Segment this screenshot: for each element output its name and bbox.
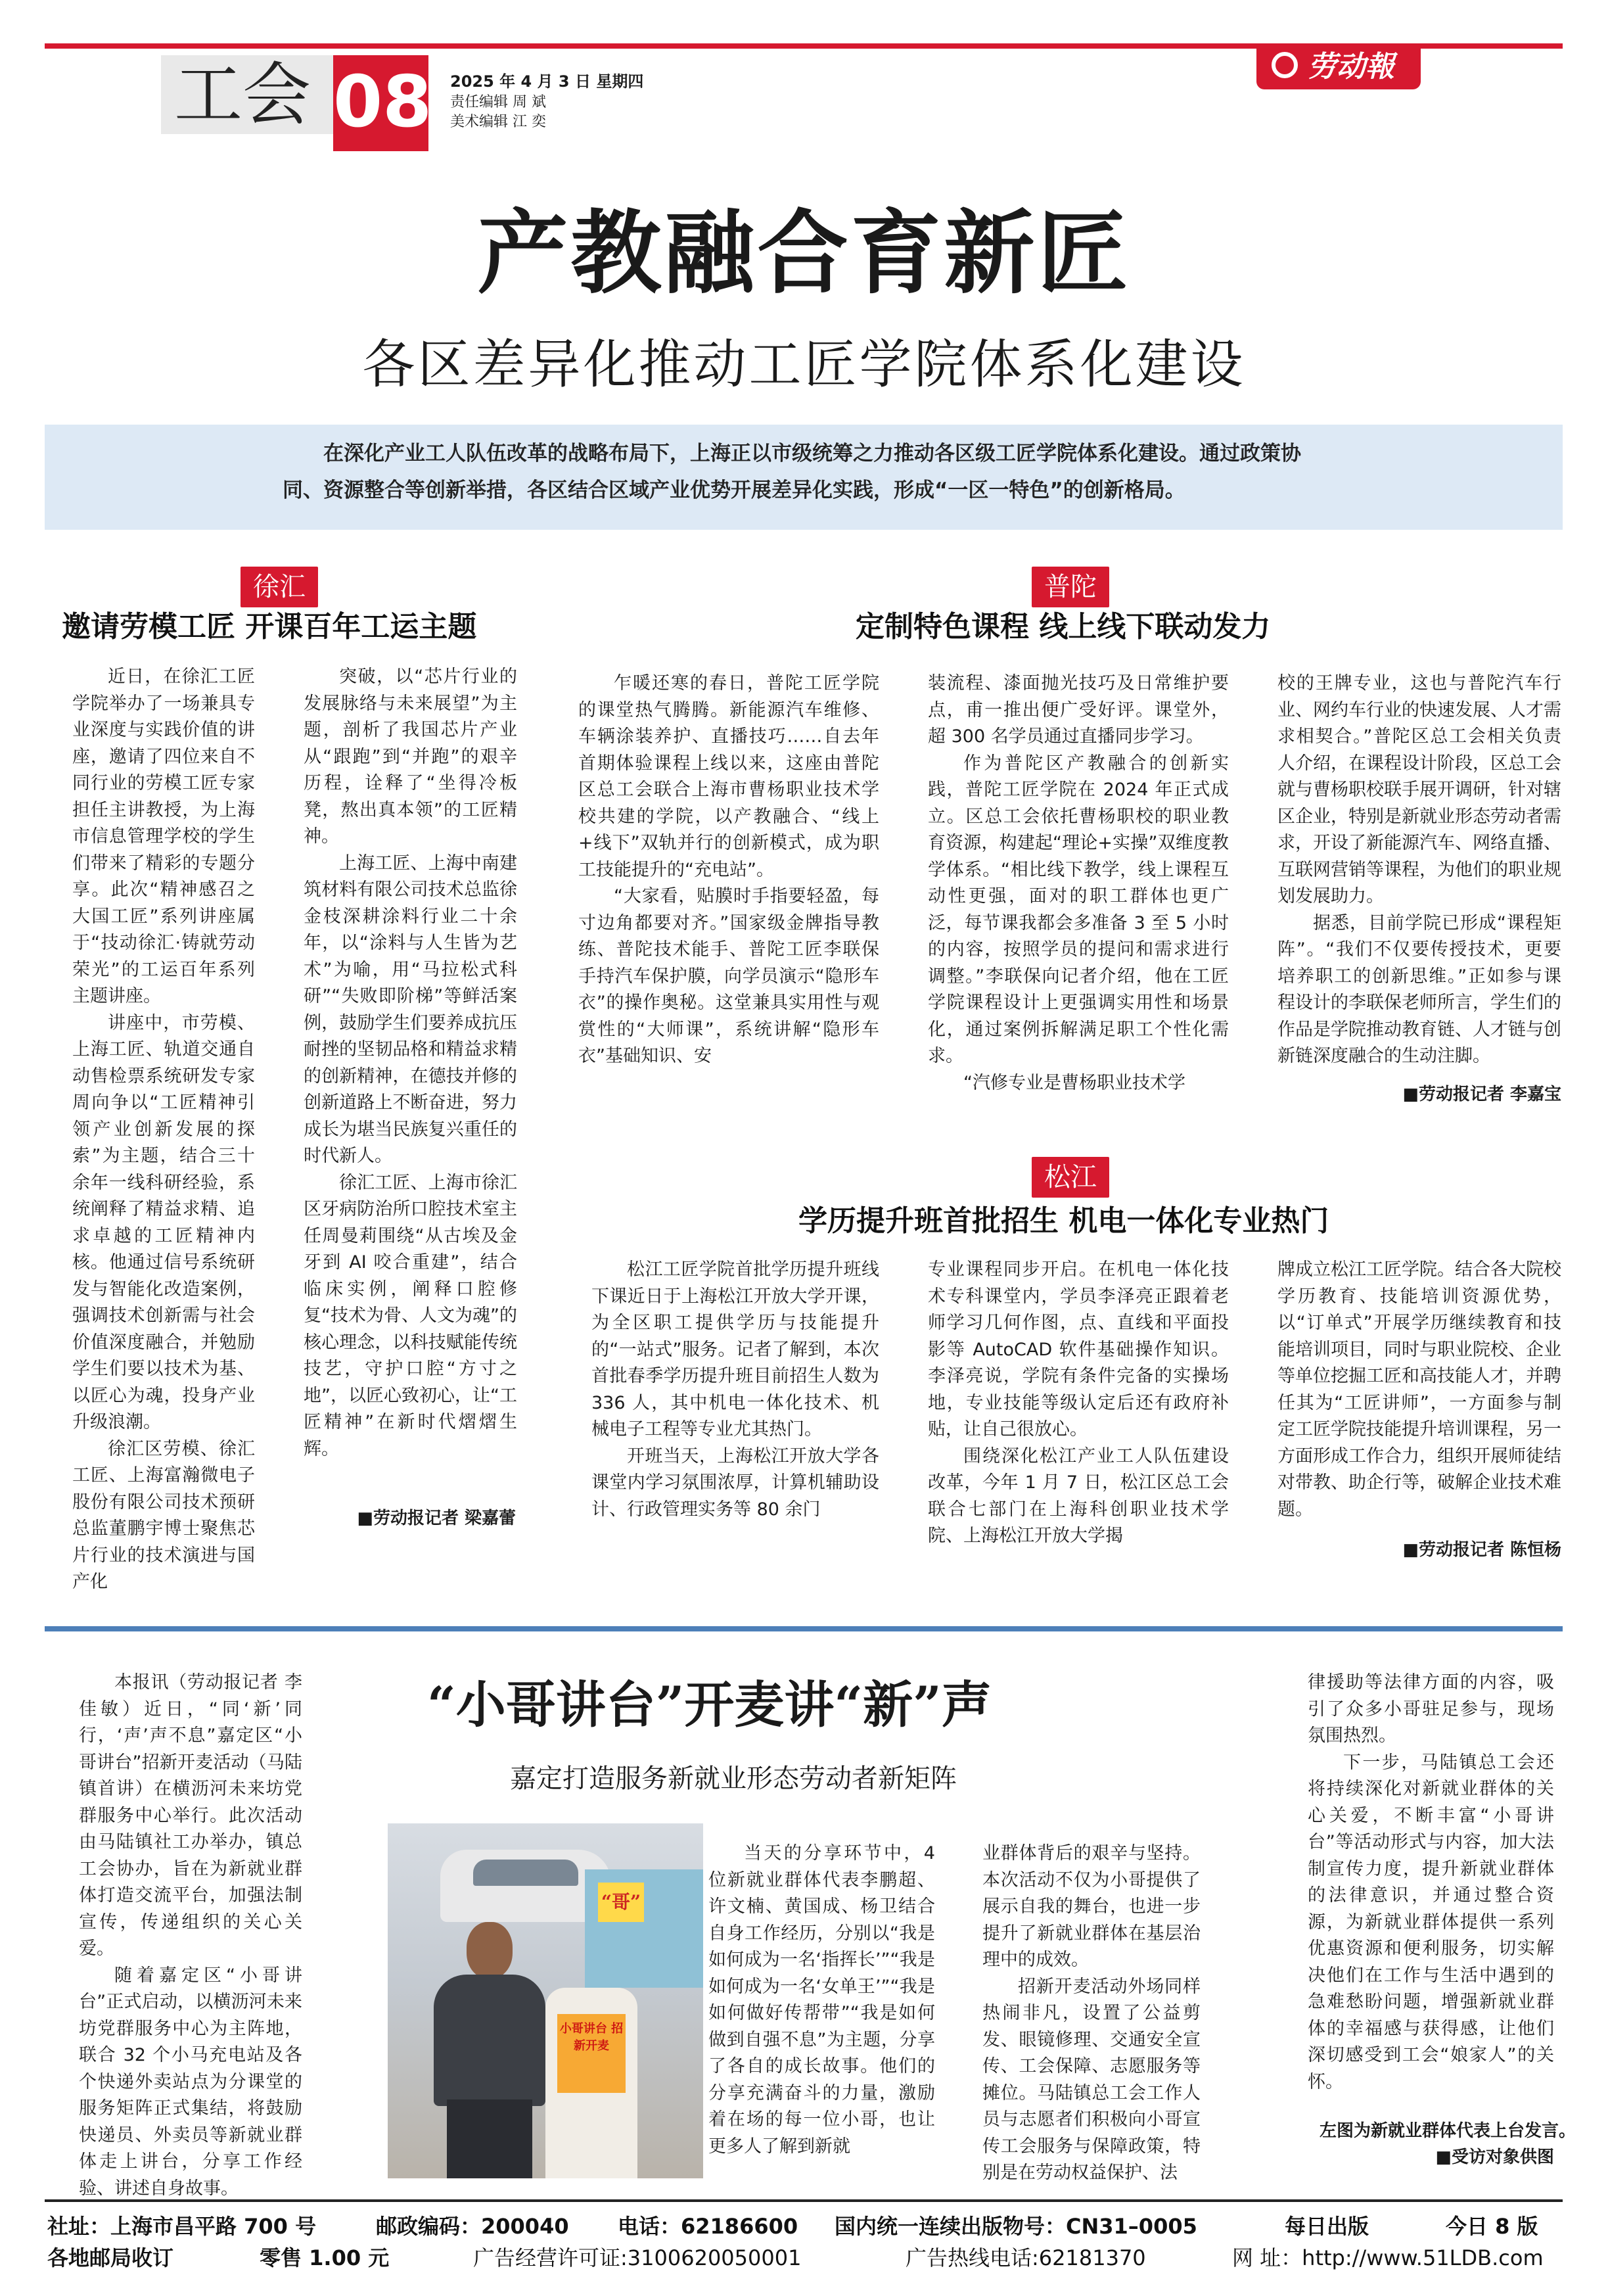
jiading-p7: 下一步，马陆镇总工会还将持续深化对新就业群体的关心关爱，不断丰富“小哥讲台”等活动形式与内容，加大法制宣传力度，提升新就业群体的法律意识，并通过整合资源，为新就业群体提供一系列优惠资源和便利服务，切实解决他们在工作与生活中遇到的急难愁盼问题，增强新就业群体的幸福感与获得感，让他们深切感受到工会“娘家人”的关怀。 bbox=[1308, 1752, 1554, 2092]
footer-post: 各地邮局收订 bbox=[47, 2245, 174, 2270]
xuhui-byline: ■劳动报记者 梁嘉蕾 bbox=[357, 1509, 516, 1528]
photo-sign: “哥” bbox=[598, 1883, 644, 1922]
putuo-col-1 bbox=[578, 670, 879, 1070]
songjiang-p5: 牌成立松江工匠学院。结合各大院校学历教育、技能培训资源优势，以“订单式”开展学历继续教育和技能培训项目，同时与职业院校、企业等单位挖掘工匠和高技能人才，并聘任其为“工匠讲师”，一方面参与制定工匠学院技能提升培训课程，另一方面形成工作合力，组织开展师徒结对带教、助企行等，破解企业技术难题。 bbox=[1277, 1259, 1561, 1520]
main-headline: 产教融合育新匠 bbox=[477, 199, 1131, 306]
footer-rule bbox=[45, 2199, 1563, 2202]
xuhui-p6: 徐汇工匠、上海市徐汇区牙病防治所口腔技术室主任周曼莉围绕“从古埃及金牙到 AI 咬合重建”，结合临床实例，阐释口腔修复“技术为骨、人文为魂”的核心理念，以科技赋能传统技艺，守护口腔“方寸之地”，以匠心致初心，让“工匠精神”在新时代熠熠生辉。 bbox=[304, 1172, 517, 1459]
paper-logo-icon bbox=[1272, 52, 1298, 78]
jiading-p2: 随着嘉定区“小哥讲台”正式启动，以横沥河未来坊党群服务中心为主阵地，联合 32 个小马充电站及各个快递外卖站点为分课堂的服务矩阵正式集结，将鼓励快递员、外卖员等新就业群体走上讲台，分享工作经验、讲述自身故事。 bbox=[79, 1965, 302, 2199]
songjiang-p3: 专业课程同步开启。在机电一体化技术专科课堂内，学员李泽亮正跟着老师学习几何作图，点、直线和平面投影等 AutoCAD 软件基础操作知识。李泽亮说，学院有条件完备的实操场地，专业技能等级认定后还有政府补贴，让自己很放心。 bbox=[928, 1259, 1229, 1440]
speaker-photo bbox=[388, 1823, 703, 2178]
jiading-p1: 本报讯（劳动报记者 李佳敏）近日，“同‘新’同行，‘声’声不息”嘉定区“小哥讲台”招新开麦活动（马陆镇首讲）在横沥河未来坊党群服务中心举行。此次活动由马陆镇社工办举办，镇总工会协办，旨在为新就业群体打造交流平台，加强法制宣传，传递组织的关心关爱。 bbox=[79, 1672, 302, 1959]
photo-car-window bbox=[473, 1860, 578, 1886]
xuhui-p5: 上海工匠、上海中南建筑材料有限公司技术总监徐金枝深耕涂料行业二十余年，以“涂料与人生皆为艺术”为喻，用“马拉松式科研”“失败即阶梯”等鲜活案例，鼓励学生们要养成抗压耐挫的坚韧品格和精益求精的创新精神，在德技并修的创新道路上不断奋进，努力成长为堪当民族复兴重任的时代新人。 bbox=[304, 853, 517, 1166]
jiading-p5: 招新开麦活动外场同样热闹非凡，设置了公益剪发、眼镜修理、交通安全宣传、工会保障、志愿服务等摊位。马陆镇总工会工作人员与志愿者们积极向小哥宣传工会服务与保障政策，特别是在劳动权益保护、法 bbox=[982, 1976, 1201, 2183]
songjiang-p4: 围绕深化松江产业工人队伍建设改革，今年 1 月 7 日，松江区总工会联合七部门在上海科创职业技术学院、上海松江开放大学揭 bbox=[928, 1445, 1229, 1546]
footer-postcode: 邮政编码：200040 bbox=[376, 2214, 569, 2239]
xuhui-col-1 bbox=[72, 664, 255, 1596]
jiading-p4: 业群体背后的艰辛与坚持。本次活动不仅为小哥提供了展示自我的舞台，也进一步提升了新就业群体在基层治理中的成效。 bbox=[982, 1843, 1201, 1970]
putuo-p1: 乍暖还寒的春日，普陀工匠学院的课堂热气腾腾。新能源汽车维修、车辆涂装养护、直播技巧……自去年首期体验课程上线以来，这座由普陀区总工会联合上海市曹杨职业技术学校共建的学院，以产教融合、“线上+线下”双轨并行的创新模式，成为职工技能提升的“充电站”。 bbox=[578, 673, 879, 880]
jiading-title: “小哥讲台”开麦讲“新”声 bbox=[427, 1675, 992, 1734]
songjiang-title: 学历提升班首批招生 机电一体化专业热门 bbox=[798, 1204, 1329, 1238]
xuhui-p2: 讲座中，市劳模、上海工匠、轨道交通自动售检票系统研发专家周向争以“工匠精神引领产业创新发展的探索”为主题，结合三十余年一线科研经验，系统阐释了精益求精、追求卓越的工匠精神内核。他通过信号系统研发与智能化改造案例，强调技术创新需与社会价值深度融合，并勉励学生们要以技术为基、以匠心为魂，投身产业升级浪潮。 bbox=[72, 1012, 255, 1432]
xuhui-p1: 近日，在徐汇工匠学院举办了一场兼具专业深度与实践价值的讲座，邀请了四位来自不同行业的劳模工匠专家担任主讲教授，为上海市信息管理学校的学生们带来了精彩的专题分享。此次“精神感召之大国工匠”系列讲座属于“技动徐汇·铸就劳动荣光”的工运百年系列主题讲座。 bbox=[72, 667, 255, 1006]
paper-logo-text: 劳动報 bbox=[1308, 50, 1394, 83]
putuo-p3: 装流程、漆面抛光技巧及日常维护要点，甫一推出便广受好评。课堂外，超 300 名学员通过直播同步学习。 bbox=[928, 673, 1229, 747]
xuhui-badge: 徐汇 bbox=[241, 567, 318, 607]
art-editor: 美术编辑 江 奕 bbox=[450, 114, 546, 130]
songjiang-p2: 开班当天，上海松江开放大学各课堂内学习氛围浓厚，计算机辅助设计、行政管理实务等 80 余门 bbox=[591, 1445, 879, 1520]
page-number: 08 bbox=[333, 61, 432, 143]
lead-text: 在深化产业工人队伍改革的战略布局下，上海正以市级统筹之力推动各区级工匠学院体系化建设。通过政策协同、资源整合等创新举措，各区结合区域产业优势开展差异化实践，形成“一区一特色”的创新格局。 bbox=[283, 442, 1301, 502]
main-subheadline: 各区差异化推动工匠学院体系化建设 bbox=[362, 334, 1246, 395]
songjiang-badge: 松江 bbox=[1032, 1157, 1109, 1198]
footer-website: 网 址：http://www.51LDB.com bbox=[1232, 2245, 1544, 2270]
photo-person-head bbox=[467, 1922, 513, 1979]
jiading-col-4 bbox=[1308, 1670, 1554, 2096]
putuo-col-2 bbox=[928, 670, 1229, 1096]
songjiang-col-1 bbox=[591, 1257, 879, 1523]
putuo-col-3 bbox=[1277, 670, 1561, 1070]
footer-cn: 国内统一连续出版物号：CN31–0005 bbox=[835, 2214, 1197, 2239]
putuo-title: 定制特色课程 线上线下联动发力 bbox=[856, 610, 1271, 644]
xuhui-p3: 徐汇区劳模、徐汇工匠、上海富瀚微电子股份有限公司技术预研总监董鹏宇博士聚焦芯片行业的技术演进与国产化 bbox=[72, 1438, 255, 1592]
footer-ad-hotline: 广告热线电话:62181370 bbox=[906, 2245, 1146, 2270]
xuhui-title: 邀请劳模工匠 开课百年工运主题 bbox=[62, 610, 477, 644]
footer-pages: 今日 8 版 bbox=[1446, 2214, 1538, 2239]
jiading-col-3 bbox=[982, 1840, 1201, 2187]
xuhui-p4: 突破，以“芯片行业的发展脉络与未来展望”为主题，剖析了我国芯片产业从“跟跑”到“并跑”的艰辛历程，诠释了“坐得冷板凳，熬出真本领”的工匠精神。 bbox=[304, 667, 517, 847]
footer-address: 社址：上海市昌平路 700 号 bbox=[47, 2214, 317, 2239]
songjiang-col-2 bbox=[928, 1257, 1229, 1550]
issue-date: 2025 年 4 月 3 日 星期四 bbox=[450, 72, 644, 91]
photo-caption: 左图为新就业群体代表上台发言。 bbox=[1320, 2121, 1576, 2141]
putuo-p7: 据悉，目前学院已形成“课程矩阵”。“我们不仅要传授技术，更要培养职工的创新思维。”正如参与课程设计的李联保老师所言，学生们的作品是学院推动教育链、人才链与创新链深度融合的生动注脚。 bbox=[1277, 912, 1561, 1066]
jiading-col-1 bbox=[79, 1670, 302, 2202]
jiading-subtitle: 嘉定打造服务新就业形态劳动者新矩阵 bbox=[510, 1764, 957, 1794]
jiading-p3: 当天的分享环节中，4 位新就业群体代表李鹏超、许文楠、黄国成、杨卫结合自身工作经历，分别以“我是如何成为一名‘指挥长’”“我是如何成为一名‘女单王’”“我是如何做好传帮带”“我是如何做到自强不息”为主题，分享了各自的成长故事。他们的分享充满奋斗的力量，激励着在场的每一位小哥，也让更多人了解到新就 bbox=[708, 1843, 935, 2157]
footer-daily: 每日出版 bbox=[1285, 2214, 1369, 2239]
footer-price: 零售 1.00 元 bbox=[260, 2245, 390, 2270]
putuo-badge: 普陀 bbox=[1032, 567, 1109, 607]
footer-phone: 电话：62186600 bbox=[618, 2214, 798, 2239]
footer-ad-license: 广告经营许可证:3100620050001 bbox=[473, 2245, 802, 2270]
bottom-section-rule bbox=[45, 1626, 1563, 1631]
songjiang-col-3 bbox=[1277, 1257, 1561, 1523]
putuo-p4: 作为普陀区产教融合的创新实践，普陀工匠学院在 2024 年正式成立。区总工会依托曹杨职校的职业教育资源，构建起“理论+实操”双维度教学体系。“相比线下教学，线上课程互动性更强，面对的职工群体也更广泛，每节课我都会多准备 3 至 5 小时的内容，按照学员的提问和需求进行调整。”李联保向记者介绍，他在工匠学院课程设计上更强调实用性和场景化，通过案例拆解满足职工个性化需求。 bbox=[928, 753, 1229, 1066]
putuo-p5: “汽修专业是曹杨职业技术学 bbox=[963, 1072, 1185, 1093]
editor: 责任编辑 周 斌 bbox=[450, 94, 546, 110]
songjiang-p1: 松江工匠学院首批学历提升班线下课近日于上海松江开放大学开课，为全区职工提供学历与技能提升的“一站式”服务。记者了解到，本次首批春季学历提升班目前招生人数为 336 人，其中机电一体化技术、机械电子工程等专业尤其热门。 bbox=[591, 1259, 879, 1440]
putuo-p2: “大家看，贴膜时手指要轻盈，每寸边角都要对齐。”国家级金牌指导教练、普陀技术能手、普陀工匠李联保手持汽车保护膜，向学员演示“隐形车衣”的操作奥秘。这堂兼具实用性与观赏性的“大师课”，系统讲解“隐形车衣”基础知识、安 bbox=[578, 886, 879, 1066]
photo-person-body bbox=[434, 1975, 545, 2106]
putuo-byline: ■劳动报记者 李嘉宝 bbox=[1402, 1085, 1561, 1104]
putuo-p6: 校的王牌专业，这也与普陀汽车行业、网约车行业的快速发展、人才需求相契合。”普陀区总工会相关负责人介绍，在课程设计阶段，区总工会就与曹杨职校联手展开调研，针对辖区企业，特别是新就业形态劳动者需求，开设了新能源汽车、网络直播、互联网营销等课程，为他们的职业规划发展助力。 bbox=[1277, 673, 1561, 906]
songjiang-byline: ■劳动报记者 陈恒杨 bbox=[1402, 1540, 1561, 1560]
photo-credit: ■受访对象供图 bbox=[1435, 2147, 1554, 2167]
jiading-col-2 bbox=[708, 1840, 935, 2160]
photo-person-legs bbox=[447, 2099, 532, 2178]
xuhui-col-2 bbox=[304, 664, 517, 1463]
jiading-p6: 律援助等法律方面的内容，吸引了众多小哥驻足参与，现场氛围热烈。 bbox=[1308, 1672, 1554, 1746]
section-label: 工会 bbox=[174, 55, 311, 135]
photo-podium-label: 小哥讲台 招新开麦 bbox=[559, 2022, 624, 2053]
